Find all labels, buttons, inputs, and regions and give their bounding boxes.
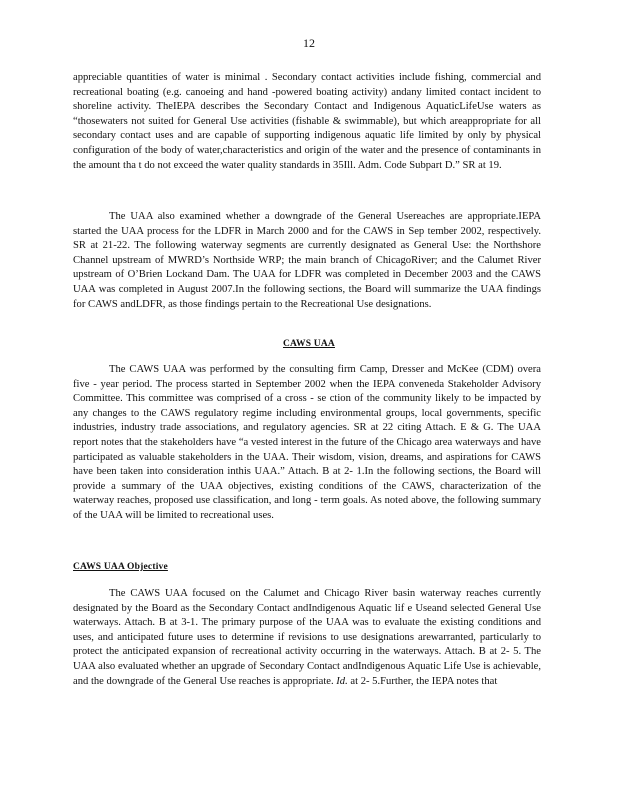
paragraph-secondary-contact: appreciable quantities of water is minimal . Secondary contact activities include fishing, commercial and recreational boating (e.g. canoeing and hand -powered boating activity) andany limited contact incident to shoreline activity. TheIEPA describes the Secondary Contact and Indigenous AquaticLifeUse waters as “thosewaters not suited for General Use activities (fishable & swimmable), but which areappropriate for all secondary contact uses and are capable of supporting indigenous aquatic life limited by only by physical configuration of the body of water,characteristics and origin of the water and the presence of contaminants in the amount tha t do not exceed the water quality standards in 35Ill. Adm. Code Subpart D.” SR at 19. [73,72,541,171]
paragraph-uaa-downgrade: The UAA also examined whether a downgrade of the General Usereaches are appropriate.IEPA started the UAA process for the LDFR in March 2000 and for the CAWS in Sep tember 2002, respectively. SR at 21-22. The following waterway segments are currently designated as General Use: the Northshore Channel upstream of MWRD’s Northside WRP; the main branch of ChicagoRiver; and the Calumet River upstream of O’Brien Lockand Dam. The UAA for LDFR was completed in December 2003 and the CAWS UAA was completed in August 2007.In the following sections, the Board will summarize the UAA findings for CAWS andLDFR, as those findings pertain to the Recreational Use designations. [73,211,541,310]
id-citation: Id. [336,675,348,687]
section-heading-caws-uaa-objective-text: CAWS UAA Objective [73,562,168,572]
paragraph-objective-text-end: at 2- 5.Further, the IEPA notes that [347,675,498,687]
paragraph-objective-text: The CAWS UAA focused on the Calumet and Chicago River basin waterway reaches currently designated by the Board as the Secondary Contact andIndigenous Aquatic lif e Useand selected General Use waterways. Attach. B at 3-1. The primary purpose of the UAA was to evaluate the existing conditions and uses, and anticipated future uses to determine if revisions to use designations arewarranted, particularly to protect the anticipated expansion of recreational activity occurring in the waterways. Attach. B at 2- 5. The UAA also evaluated whether an upgrade of Secondary Contact andIndigenous Aquatic Life Use is achievable, and the downgrade of the General Use reaches is appropriate. [73,588,541,687]
page-number: 12 [303,36,315,50]
section-heading-caws-uaa-text: CAWS UAA [282,339,335,349]
section-heading-caws-uaa [0,339,618,349]
paragraph-caws-uaa-process: The CAWS UAA was performed by the consulting firm Camp, Dresser and McKee (CDM) overa five - year period. The process started in September 2002 when the IEPA conveneda Stakeholder Advisory Committee. This committee was comprised of a cross - se ction of the community likely to be impacted by any changes to the CAWS regulatory regime including environmental groups, local governments, specific industries, industry trade associations, and regulatory agencies. SR at 22 citing Attach. E & G. The UAA report notes that the stakeholders have “a vested interest in the future of the Chicago area waterways and have participated as valuable stakeholders in the UAA. Their wisdom, vision, dreams, and aspirations for CAWS have been taken into consideration inthis UAA.” Attach. B at 2- 1.In the following sections, the Board will provide a summary of the UAA objectives, existing conditions of the CAWS, characterization of the waterway reaches, proposed use classification, and long - term goals. As noted above, the following summary of the UAA will be limited to recreational uses. [73,364,541,521]
paragraph-caws-uaa-objective [73,587,541,689]
section-heading-caws-uaa-objective [73,562,168,572]
